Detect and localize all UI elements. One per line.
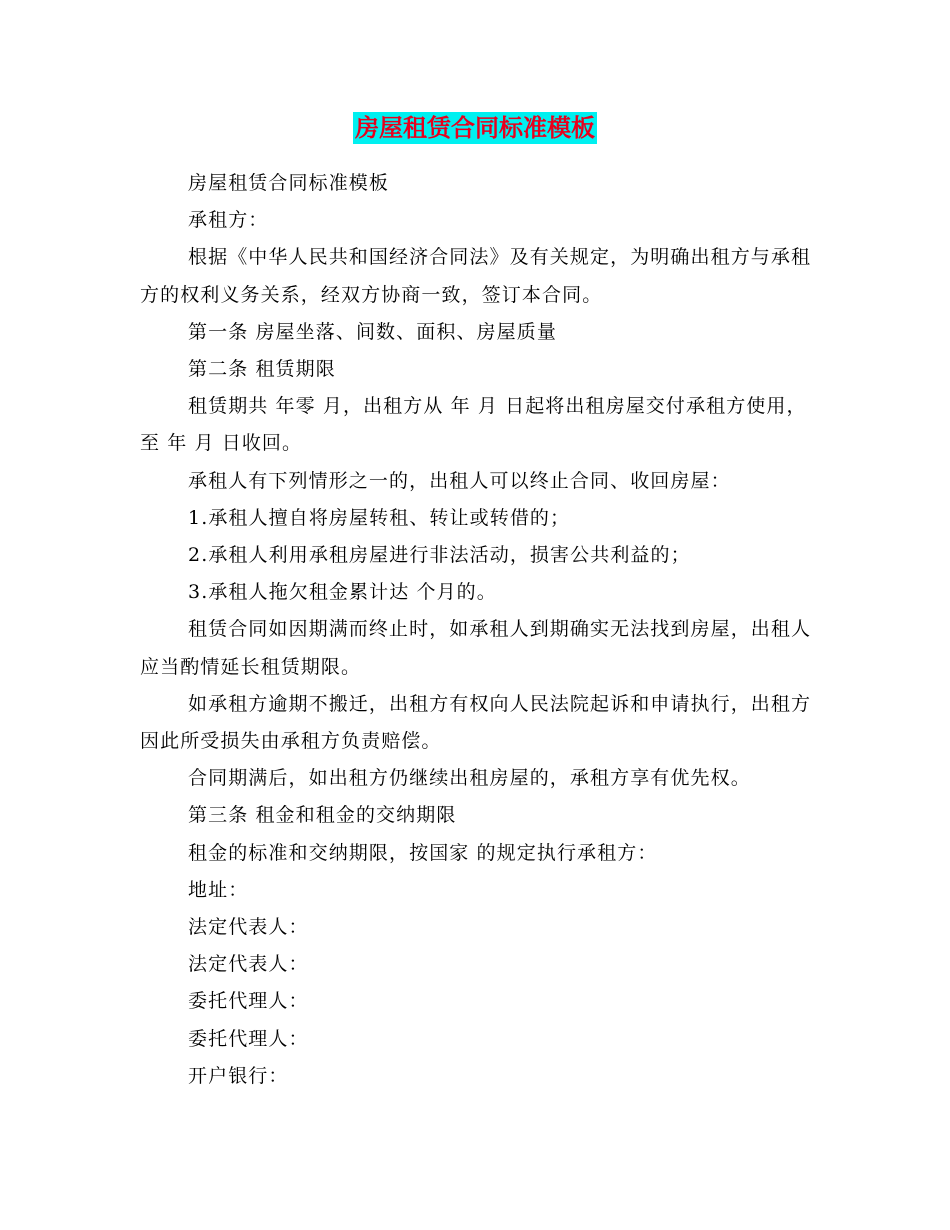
paragraph-article-1: 第一条 房屋坐落、间数、面积、房屋质量 (188, 320, 557, 343)
document-body (140, 165, 812, 1095)
field-legal-representative-1: 法定代表人： (188, 916, 309, 939)
field-agent-2: 委托代理人： (188, 1027, 309, 1050)
field-agent-1: 委托代理人： (188, 990, 309, 1013)
paragraph-lease-term: 租赁期共 年零 月，出租方从 年 月 日起将出租房屋交付承租方使用，至 年 月 日收回。 (140, 395, 807, 455)
paragraph-condition-3: 3.承租人拖欠租金累计达 个月的。 (188, 581, 497, 604)
paragraph-article-3: 第三条 租金和租金的交纳期限 (188, 804, 457, 827)
paragraph-subtitle: 房屋租赁合同标准模板 (188, 172, 390, 194)
paragraph-priority: 合同期满后，如出租方仍继续出租房屋的，承租方享有优先权。 (188, 767, 751, 790)
paragraph-lessee: 承租方： (188, 209, 269, 232)
paragraph-overdue: 如承租方逾期不搬迁，出租方有权向人民法院起诉和申请执行，出租方因此所受损失由承租方负责赔偿。 (140, 692, 812, 753)
paragraph-rent-standard: 租金的标准和交纳期限，按国家 的规定执行承租方： (188, 841, 658, 864)
title-container (0, 112, 950, 144)
paragraph-termination-conditions: 承租人有下列情形之一的，出租人可以终止合同、收回房屋： (188, 469, 731, 492)
paragraph-article-2: 第二条 租赁期限 (188, 358, 336, 381)
paragraph-extension: 租赁合同如因期满而终止时，如承租人到期确实无法找到房屋，出租人应当酌情延长租赁期限。 (140, 618, 812, 678)
document-title: 房屋租赁合同标准模板 (355, 114, 595, 142)
paragraph-preamble: 根据《中华人民共和国经济合同法》及有关规定，为明确出租方与承租方的权利义务关系，经双方协商一致，签订本合同。 (140, 246, 812, 306)
field-bank: 开户银行： (188, 1064, 289, 1087)
field-legal-representative-2: 法定代表人： (188, 953, 309, 976)
paragraph-condition-2: 2.承租人利用承租房屋进行非法活动，损害公共利益的； (188, 544, 691, 567)
paragraph-condition-1: 1.承租人擅自将房屋转租、转让或转借的； (188, 506, 571, 529)
field-address: 地址： (188, 878, 249, 901)
